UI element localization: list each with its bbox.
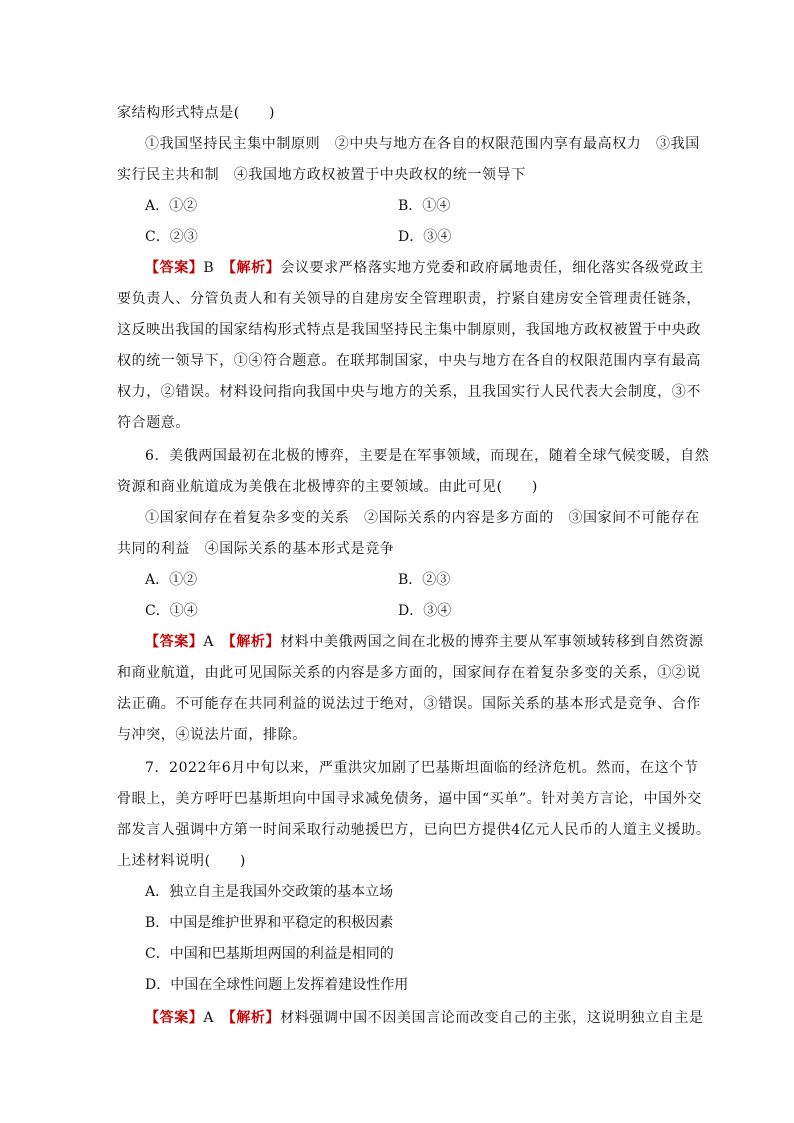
- q5-option-c: C．②③: [145, 229, 198, 245]
- q5-analysis-line: 要负责人、分管负责人和有关领导的自建房安全管理职责，拧紧自建房安全管理责任链条，: [117, 291, 701, 307]
- q7-stem-line: 骨眼上，美方呼吁巴基斯坦向中国寻求减免债务，逼中国“买单”。针对美方言论，中国外交: [117, 791, 702, 807]
- answer-tag: 【答案】: [145, 634, 204, 650]
- q6-items-line: ①国家间存在着复杂多变的关系 ②国际关系的内容是多方面的 ③国家间不可能存在: [145, 510, 700, 526]
- q7-stem-line: 上述材料说明( ): [117, 853, 246, 869]
- analysis-text: 材料中美俄两国之间在北极的博弈主要从军事领域转移到自然资源: [280, 634, 704, 650]
- q5-option-d: D．③④: [398, 229, 452, 245]
- q5-analysis-line: 符合题意。: [117, 415, 190, 431]
- analysis-tag: 【解析】: [228, 634, 281, 650]
- analysis-tag: 【解析】: [228, 260, 281, 276]
- q5-option-b: B．①④: [398, 198, 451, 214]
- q6-items-line: 共同的利益 ④国际关系的基本形式是竞争: [117, 541, 395, 557]
- analysis-text: 会议要求严格落实地方党委和政府属地责任，细化落实各级党政主: [280, 260, 704, 276]
- answer-value: A: [203, 1010, 215, 1026]
- q6-analysis-line: 法正确。不可能存在共同利益的说法过于绝对，③错误。国际关系的基本形式是竞争、合作: [117, 696, 701, 712]
- q6-stem-line: 6．美俄两国最初在北极的博弈，主要是在军事领域，而现在，随着全球气候变暖，自然: [145, 448, 710, 464]
- q5-items-line: 实行民主共和制 ④我国地方政权被置于中央政权的统一领导下: [117, 167, 526, 183]
- q7-option-c: C．中国和巴基斯坦两国的利益是相同的: [145, 946, 394, 962]
- q7-option-d: D．中国在全球性问题上发挥着建设性作用: [145, 977, 409, 993]
- q7-option-b: B．中国是维护世界和平稳定的积极因素: [145, 915, 394, 931]
- analysis-text: 材料强调中国不因美国言论而改变自己的主张，这说明独立自主是: [280, 1010, 704, 1026]
- answer-tag: 【答案】: [145, 260, 204, 276]
- q6-option-c: C．①④: [145, 603, 198, 619]
- q5-option-a: A．①②: [145, 198, 198, 214]
- q6-analysis-line: 和商业航道，由此可见国际关系的内容是多方面的，国家间存在着复杂多变的关系，①②说: [117, 665, 701, 681]
- q7-stem-line: 7．2022年6月中旬以来，严重洪灾加剧了巴基斯坦面临的经济危机。然而，在这个节: [145, 760, 699, 776]
- q6-analysis-line: 与冲突，④说法片面，排除。: [117, 727, 307, 743]
- q5-analysis-line: 这反映出我国的国家结构形式特点是我国坚持民主集中制原则，我国地方政权被置于中央政: [117, 322, 701, 338]
- q6-option-a: A．①②: [145, 572, 198, 588]
- q7-answer-line: [145, 1008, 704, 1028]
- q5-items-line: ①我国坚持民主集中制原则 ②中央与地方在各自的权限范围内享有最高权力 ③我国: [145, 136, 700, 152]
- q7-option-a: A．独立自主是我国外交政策的基本立场: [145, 884, 394, 900]
- q5-analysis-line: 权的统一领导下，①④符合题意。在联邦制国家，中央与地方在各自的权限范围内享有最高: [117, 353, 701, 369]
- q6-answer-line: [145, 632, 704, 652]
- answer-value: A: [203, 634, 215, 650]
- answer-value: B: [203, 260, 215, 276]
- q5-stem-tail: 家结构形式特点是( ): [117, 105, 276, 121]
- q7-stem-line: 部发言人强调中方第一时间采取行动驰援巴方，已向巴方提供4亿元人民币的人道主义援助。: [117, 822, 711, 838]
- q5-analysis-line: 权力，②错误。材料设问指向我国中央与地方的关系，且我国实行人民代表大会制度，③不: [117, 384, 701, 400]
- q6-option-b: B．②③: [398, 572, 451, 588]
- q5-answer-line: [145, 258, 704, 278]
- q6-option-d: D．③④: [398, 603, 452, 619]
- q6-stem-line: 资源和商业航道成为美俄在北极博弈的主要领域。由此可见( ): [117, 479, 538, 495]
- answer-tag: 【答案】: [145, 1010, 204, 1026]
- analysis-tag: 【解析】: [228, 1010, 281, 1026]
